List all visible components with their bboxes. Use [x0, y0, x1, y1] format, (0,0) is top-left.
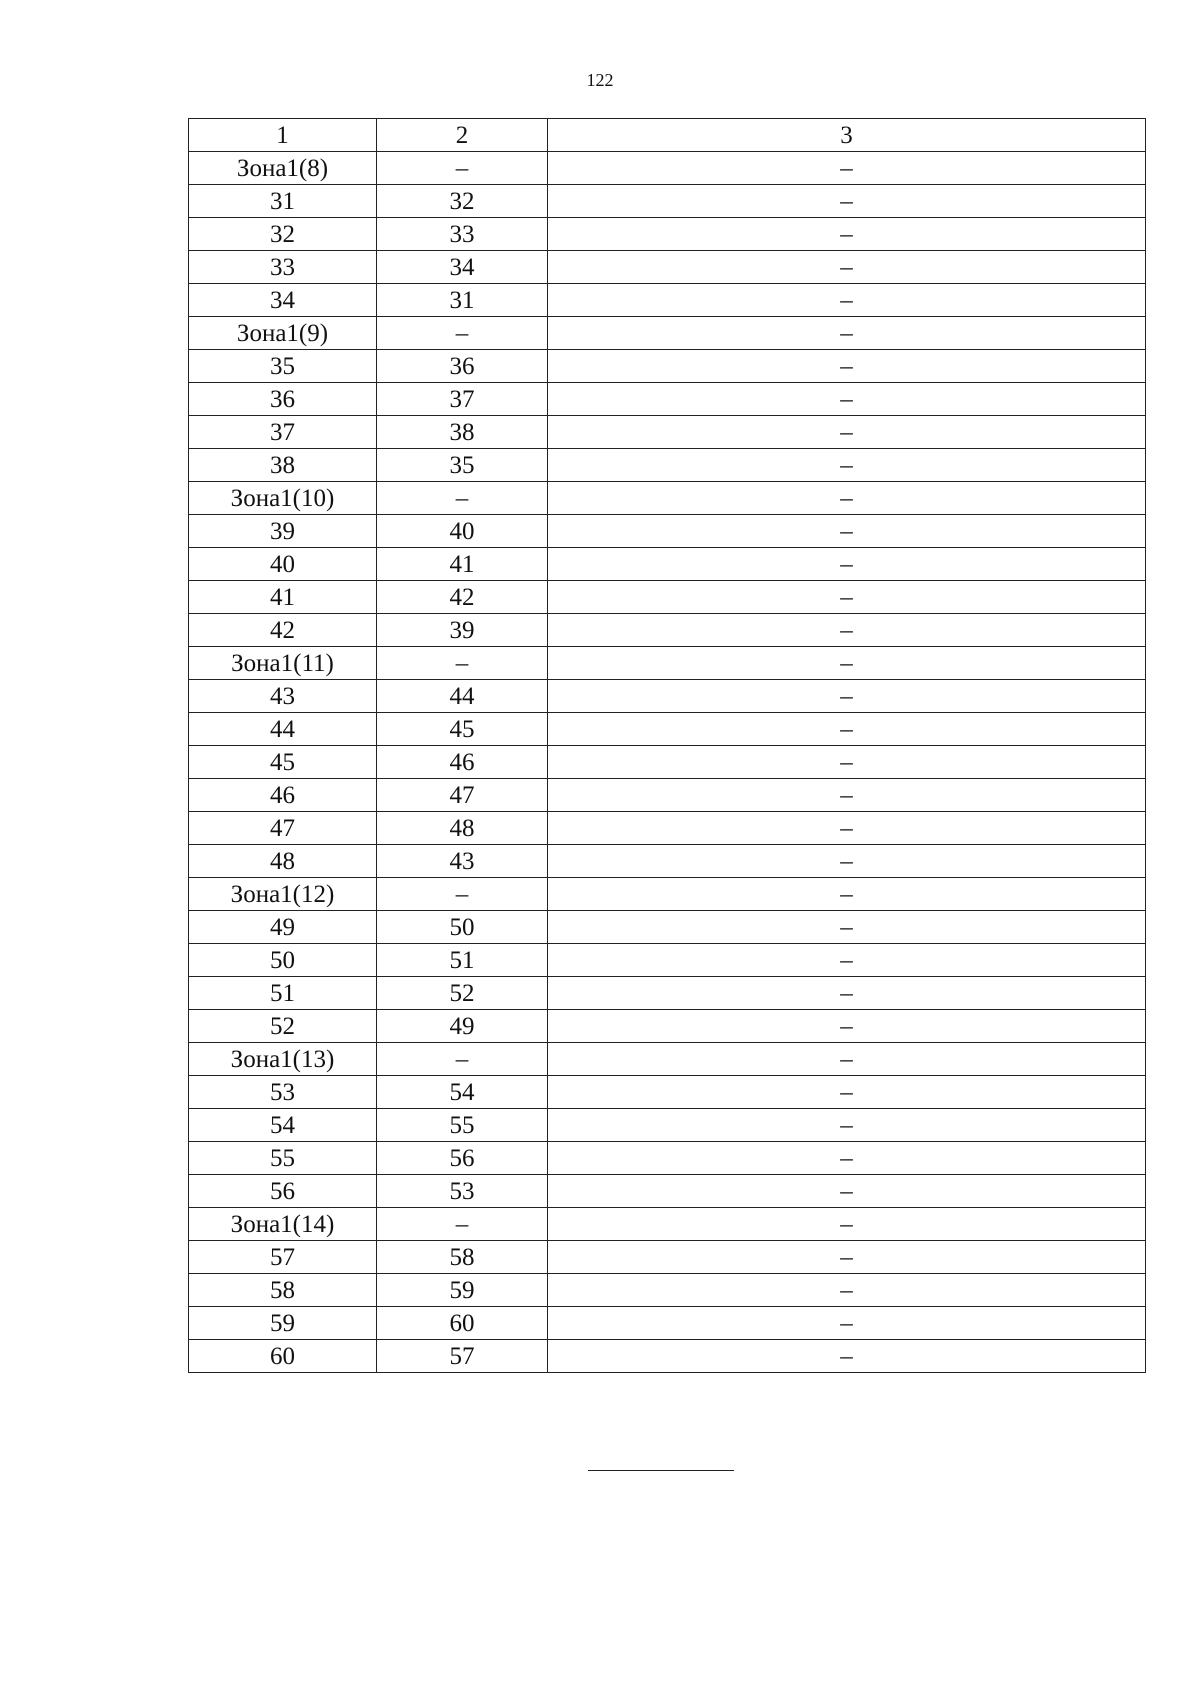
table-row: [189, 218, 1146, 251]
table-row: [189, 416, 1146, 449]
table-row: [189, 1142, 1146, 1175]
table-row: [189, 581, 1146, 614]
table-cell-col-2: 55: [377, 1109, 548, 1142]
table-row: [189, 449, 1146, 482]
table-cell-col-3: –: [548, 350, 1146, 383]
table-cell-col-2: 35: [377, 449, 548, 482]
table-row: [189, 1010, 1146, 1043]
table-cell-col-1: Зона1(8): [189, 152, 377, 185]
table-cell-col-2: 59: [377, 1274, 548, 1307]
table-cell-col-3: –: [548, 548, 1146, 581]
table-cell-col-3: –: [548, 977, 1146, 1010]
table-row: [189, 878, 1146, 911]
table-cell-col-3: –: [548, 251, 1146, 284]
table-cell-col-2: –: [377, 647, 548, 680]
table-cell-col-2: 32: [377, 185, 548, 218]
table-cell-col-2: 58: [377, 1241, 548, 1274]
table-cell-col-3: –: [548, 482, 1146, 515]
table-cell-col-3: –: [548, 218, 1146, 251]
table-cell-col-1: Зона1(11): [189, 647, 377, 680]
table-cell-col-3: –: [548, 152, 1146, 185]
table-cell-col-1: 47: [189, 812, 377, 845]
table-cell-col-3: –: [548, 416, 1146, 449]
table-cell-col-1: Зона1(9): [189, 317, 377, 350]
table-cell-col-1: 53: [189, 1076, 377, 1109]
table-row: [189, 1109, 1146, 1142]
table-cell-col-2: 60: [377, 1307, 548, 1340]
table-row: [189, 350, 1146, 383]
column-header-1: 1: [189, 119, 377, 152]
table-cell-col-2: 49: [377, 1010, 548, 1043]
table-cell-col-1: 60: [189, 1340, 377, 1373]
table-cell-col-1: 32: [189, 218, 377, 251]
table-row: [189, 911, 1146, 944]
table-cell-col-3: –: [548, 680, 1146, 713]
table-cell-col-1: Зона1(14): [189, 1208, 377, 1241]
table-cell-col-2: 36: [377, 350, 548, 383]
table-row: [189, 1274, 1146, 1307]
end-of-document-rule: [588, 1470, 734, 1471]
table-cell-col-3: –: [548, 1208, 1146, 1241]
table-cell-col-3: –: [548, 1043, 1146, 1076]
table-cell-col-1: 51: [189, 977, 377, 1010]
table-cell-col-1: 44: [189, 713, 377, 746]
table-cell-col-2: 44: [377, 680, 548, 713]
table-header-row: [189, 119, 1146, 152]
table-cell-col-2: –: [377, 1208, 548, 1241]
table-cell-col-2: 41: [377, 548, 548, 581]
table-cell-col-1: 54: [189, 1109, 377, 1142]
table-cell-col-1: 57: [189, 1241, 377, 1274]
table-cell-col-1: 43: [189, 680, 377, 713]
table-cell-col-1: 42: [189, 614, 377, 647]
table-cell-col-3: –: [548, 1109, 1146, 1142]
table-cell-col-2: –: [377, 152, 548, 185]
table-cell-col-2: 53: [377, 1175, 548, 1208]
table-row: [189, 383, 1146, 416]
table-cell-col-1: 41: [189, 581, 377, 614]
table-cell-col-1: 31: [189, 185, 377, 218]
table-cell-col-2: –: [377, 1043, 548, 1076]
table-row: [189, 317, 1146, 350]
table-row: [189, 977, 1146, 1010]
table-cell-col-1: 38: [189, 449, 377, 482]
table-cell-col-3: –: [548, 1142, 1146, 1175]
table-cell-col-3: –: [548, 449, 1146, 482]
table-row: [189, 812, 1146, 845]
table-cell-col-2: –: [377, 482, 548, 515]
table-row: [189, 1043, 1146, 1076]
table-cell-col-2: 52: [377, 977, 548, 1010]
table-row: [189, 1340, 1146, 1373]
table-cell-col-1: 40: [189, 548, 377, 581]
table-cell-col-3: –: [548, 812, 1146, 845]
table-cell-col-3: –: [548, 1340, 1146, 1373]
table-cell-col-3: –: [548, 845, 1146, 878]
table-row: [189, 746, 1146, 779]
table-cell-col-3: –: [548, 779, 1146, 812]
table-row: [189, 614, 1146, 647]
table-cell-col-3: –: [548, 581, 1146, 614]
table-row: [189, 1241, 1146, 1274]
table-cell-col-1: 37: [189, 416, 377, 449]
table-row: [189, 647, 1146, 680]
table-row: [189, 845, 1146, 878]
table-cell-col-2: 34: [377, 251, 548, 284]
table-cell-col-3: –: [548, 911, 1146, 944]
table-cell-col-3: –: [548, 746, 1146, 779]
table-cell-col-2: 51: [377, 944, 548, 977]
table-cell-col-3: –: [548, 878, 1146, 911]
table-cell-col-3: –: [548, 383, 1146, 416]
table-cell-col-1: 45: [189, 746, 377, 779]
table-cell-col-2: –: [377, 878, 548, 911]
table-cell-col-3: –: [548, 1010, 1146, 1043]
table-cell-col-1: Зона1(10): [189, 482, 377, 515]
table-row: [189, 713, 1146, 746]
table-row: [189, 1208, 1146, 1241]
column-header-3: 3: [548, 119, 1146, 152]
table-cell-col-1: 49: [189, 911, 377, 944]
table-row: [189, 548, 1146, 581]
table-cell-col-2: 47: [377, 779, 548, 812]
table-row: [189, 1175, 1146, 1208]
table-cell-col-3: –: [548, 944, 1146, 977]
table-cell-col-2: 46: [377, 746, 548, 779]
column-header-2: 2: [377, 119, 548, 152]
table-cell-col-2: 54: [377, 1076, 548, 1109]
table-cell-col-3: –: [548, 515, 1146, 548]
table-cell-col-1: 34: [189, 284, 377, 317]
table-cell-col-3: –: [548, 713, 1146, 746]
table-body: [189, 152, 1146, 1373]
table-cell-col-2: 43: [377, 845, 548, 878]
page-number: 122: [586, 70, 614, 90]
table-cell-col-3: –: [548, 185, 1146, 218]
table-cell-col-2: 42: [377, 581, 548, 614]
table-row: [189, 1076, 1146, 1109]
table-row: [189, 1307, 1146, 1340]
table-cell-col-2: 48: [377, 812, 548, 845]
table-cell-col-1: 52: [189, 1010, 377, 1043]
table-cell-col-1: Зона1(12): [189, 878, 377, 911]
table-cell-col-1: 39: [189, 515, 377, 548]
table-cell-col-2: 56: [377, 1142, 548, 1175]
table-cell-col-3: –: [548, 1175, 1146, 1208]
table-cell-col-1: 48: [189, 845, 377, 878]
table-row: [189, 185, 1146, 218]
table-cell-col-3: –: [548, 1274, 1146, 1307]
table-cell-col-1: 56: [189, 1175, 377, 1208]
table-cell-col-2: 50: [377, 911, 548, 944]
table-row: [189, 284, 1146, 317]
table-cell-col-1: 33: [189, 251, 377, 284]
table-cell-col-2: 39: [377, 614, 548, 647]
table-cell-col-3: –: [548, 1241, 1146, 1274]
table-cell-col-2: 40: [377, 515, 548, 548]
table-cell-col-3: –: [548, 647, 1146, 680]
table-cell-col-3: –: [548, 614, 1146, 647]
table-cell-col-2: –: [377, 317, 548, 350]
table-cell-col-3: –: [548, 1307, 1146, 1340]
table-cell-col-1: 35: [189, 350, 377, 383]
table-cell-col-2: 33: [377, 218, 548, 251]
table-row: [189, 152, 1146, 185]
table-cell-col-1: 36: [189, 383, 377, 416]
table-cell-col-3: –: [548, 317, 1146, 350]
table-cell-col-1: 59: [189, 1307, 377, 1340]
table-cell-col-1: 58: [189, 1274, 377, 1307]
table-row: [189, 944, 1146, 977]
data-table: [188, 118, 1146, 1373]
table-row: [189, 515, 1146, 548]
table-cell-col-1: 46: [189, 779, 377, 812]
table-row: [189, 251, 1146, 284]
table-cell-col-2: 45: [377, 713, 548, 746]
table-cell-col-2: 31: [377, 284, 548, 317]
table-cell-col-1: 50: [189, 944, 377, 977]
table-cell-col-2: 57: [377, 1340, 548, 1373]
table-cell-col-2: 37: [377, 383, 548, 416]
table-cell-col-3: –: [548, 1076, 1146, 1109]
table-cell-col-1: 55: [189, 1142, 377, 1175]
table-cell-col-1: Зона1(13): [189, 1043, 377, 1076]
table-row: [189, 779, 1146, 812]
table-row: [189, 680, 1146, 713]
table-cell-col-2: 38: [377, 416, 548, 449]
table-row: [189, 482, 1146, 515]
table-cell-col-3: –: [548, 284, 1146, 317]
